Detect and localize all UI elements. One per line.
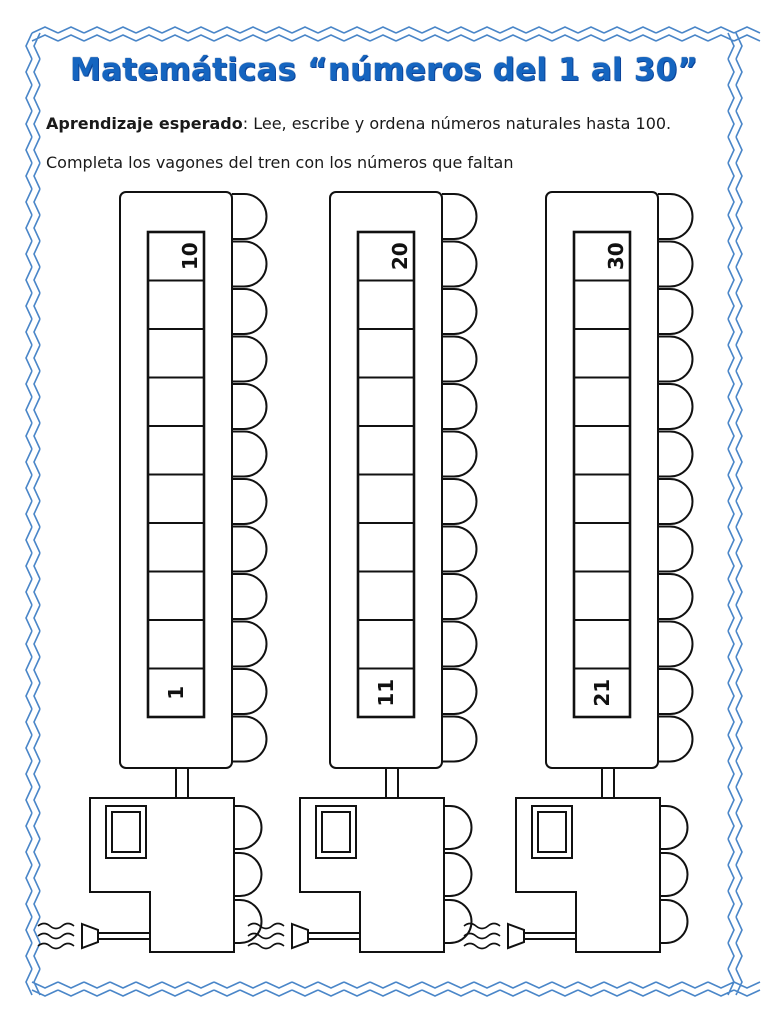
number-cell [358,523,414,572]
number-cell [358,572,414,621]
wagon-wheels [442,194,477,762]
instruction-text: Completa los vagones del tren con los números que faltan [46,153,514,172]
number-cell [148,620,204,669]
wagon-wheels [658,194,693,762]
engine-wheels [444,806,472,943]
wagon-body [120,192,232,768]
coupling [176,768,188,798]
number-cell [358,329,414,378]
engine-window-inner [112,812,140,852]
objective-label: Aprendizaje esperado [46,114,243,133]
number-cell [148,475,204,524]
train-1 [38,192,267,952]
engine-wheels [234,806,262,943]
steam-lines [464,924,500,949]
number-cell [574,426,630,475]
number-cell [358,620,414,669]
number-cell [574,523,630,572]
number-cell [574,281,630,330]
coupling [386,768,398,798]
number-cell [358,426,414,475]
first-number: 11 [374,678,398,707]
engine-window-inner [322,812,350,852]
last-number: 30 [604,242,628,271]
engine-window-inner [538,812,566,852]
page-title: Matemáticas “números del 1 al 30” [70,52,698,88]
objective-text: : Lee, escribe y ordena números naturales hasta 100. [242,114,672,133]
engine-wheels [660,806,688,943]
horn [292,924,308,948]
steam-lines [248,924,284,949]
number-cell [574,572,630,621]
number-cell [148,426,204,475]
number-cell [574,378,630,427]
wagon-wheels [232,194,267,762]
number-cell [148,378,204,427]
number-cell [358,281,414,330]
horn [82,924,98,948]
number-cell [148,329,204,378]
number-cell [358,378,414,427]
number-cell [574,329,630,378]
first-number: 1 [164,685,188,700]
number-cell [148,572,204,621]
train-2 [248,192,477,952]
last-number: 20 [388,242,412,271]
number-cell [148,523,204,572]
horn-pipe [308,933,360,939]
horn-pipe [524,933,576,939]
horn-pipe [98,933,150,939]
number-cell [148,281,204,330]
number-cell [574,620,630,669]
horn [508,924,524,948]
first-number: 21 [590,678,614,707]
train-3 [464,192,693,952]
coupling [602,768,614,798]
last-number: 10 [178,242,202,271]
number-cell [574,475,630,524]
steam-lines [38,924,74,949]
number-cell [358,475,414,524]
